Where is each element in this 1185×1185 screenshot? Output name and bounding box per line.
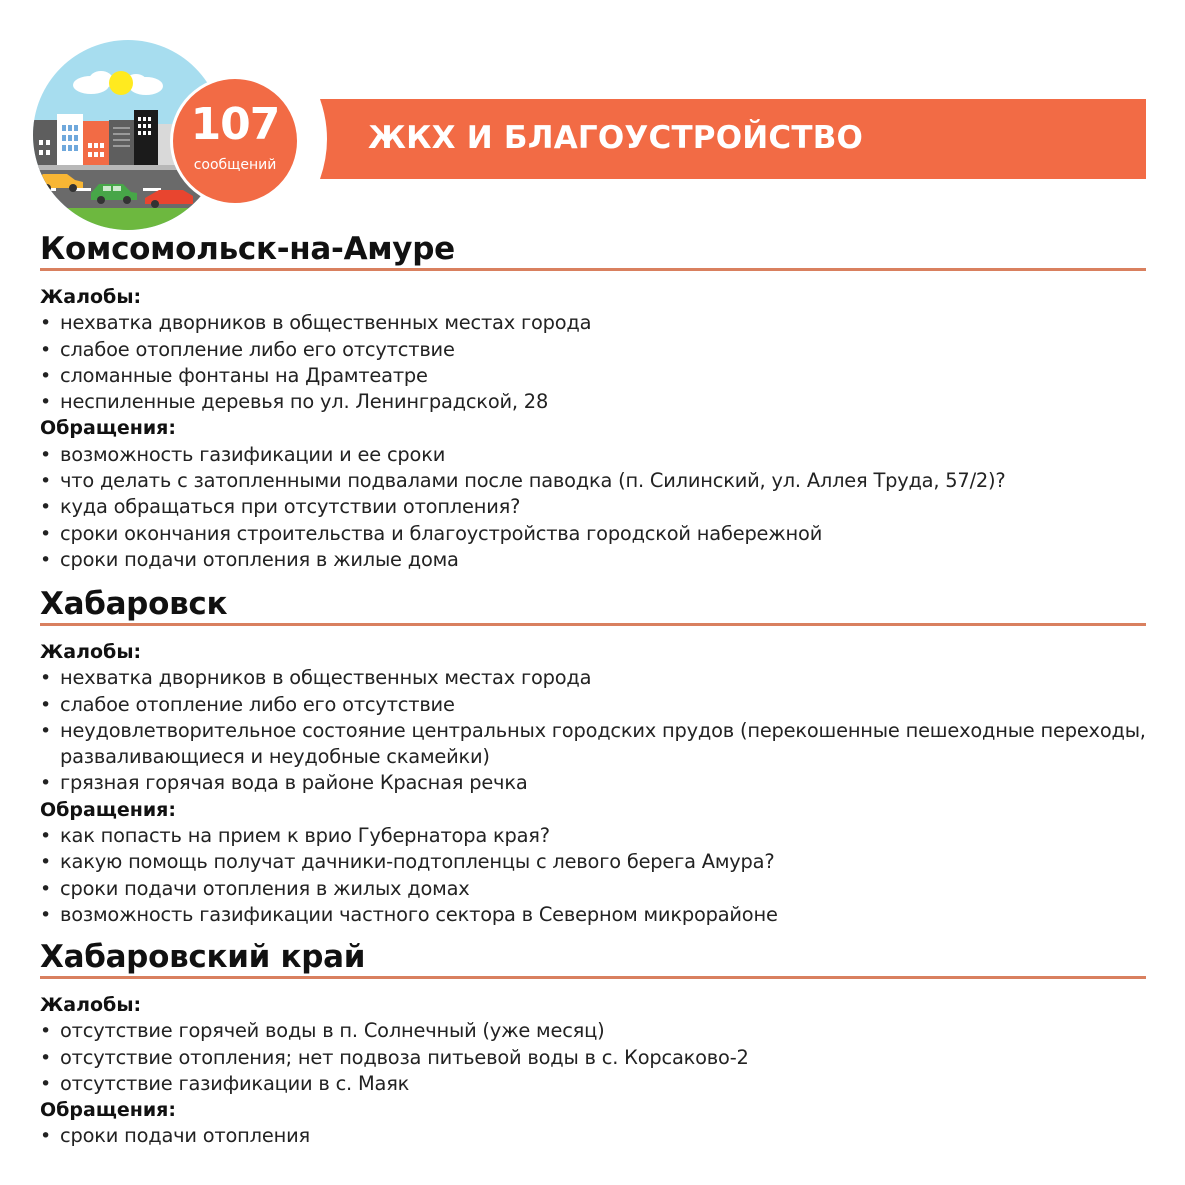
header	[0, 0, 1185, 235]
list-item-text: сроки подачи отопления в жилых домах	[60, 876, 470, 900]
list-item	[40, 363, 1146, 389]
bullet-icon: •	[40, 825, 52, 848]
list-item	[40, 468, 1146, 494]
list-item-text: сломанные фонтаны на Драмтеатре	[60, 363, 428, 387]
bullet-icon: •	[40, 364, 52, 387]
complaints-label: Жалобы:	[40, 641, 142, 663]
complaints-group	[40, 639, 1146, 797]
category-banner	[320, 99, 1146, 179]
list-item-text: неспиленные деревья по ул. Ленинградской, 28	[60, 390, 549, 414]
list-item-text: нехватка дворников в общественных местах города	[60, 311, 592, 335]
list-item-text: отсутствие отопления; нет подвоза питьевой воды в с. Корсаково-2	[60, 1045, 749, 1069]
bullet-icon: •	[40, 548, 52, 571]
bullet-icon: •	[40, 1020, 52, 1043]
requests-group	[40, 415, 1146, 573]
list-item-text: возможность газификации частного сектора в Северном микрорайоне	[60, 902, 778, 926]
requests-group	[40, 1097, 1146, 1150]
section-komsomolsk	[40, 230, 1146, 573]
list-item-text: сроки окончания строительства и благоустройства городской набережной	[60, 521, 823, 545]
bullet-icon: •	[40, 1072, 52, 1095]
list-item-text: слабое отопление либо его отсутствие	[60, 337, 455, 361]
bullet-icon: •	[40, 470, 52, 493]
list-item	[40, 521, 1146, 547]
bullet-icon: •	[40, 443, 52, 466]
list-item	[40, 1045, 1146, 1071]
requests-label: Обращения:	[40, 798, 176, 821]
list-item-text: сроки подачи отопления	[60, 1124, 310, 1148]
list-item-text: как попасть на прием к врио Губернатора края?	[60, 824, 550, 848]
list-item-text: какую помощь получат дачники-подтопленцы с левого берега Амура?	[60, 850, 775, 874]
complaints-group	[40, 284, 1146, 415]
list-item	[40, 876, 1146, 902]
section-khabarovsk-krai	[40, 938, 1146, 1150]
list-item	[40, 389, 1146, 415]
bullet-icon: •	[40, 1125, 52, 1148]
complaints-group	[40, 992, 1146, 1097]
list-item-text: неудовлетворительное состояние центральных городских прудов (перекошенные пешеходные переходы, разваливающиеся и неудобные скамейки)	[60, 718, 1146, 769]
section-title: Комсомольск-на-Амуре	[40, 231, 455, 267]
list-item-text: сроки подачи отопления в жилые дома	[60, 547, 459, 571]
list-item	[40, 665, 1146, 691]
bullet-icon: •	[40, 391, 52, 414]
list-item	[40, 1018, 1146, 1044]
list-item	[40, 718, 1146, 771]
list-item	[40, 1071, 1146, 1097]
list-item-text: возможность газификации и ее сроки	[60, 442, 446, 466]
bullet-icon: •	[40, 693, 52, 716]
list-item-text: что делать с затопленными подвалами после паводка (п. Силинский, ул. Аллея Труда, 57/2)?	[60, 469, 1006, 493]
list-item	[40, 823, 1146, 849]
section-title: Хабаровск	[40, 586, 228, 622]
message-count-badge	[170, 76, 300, 206]
requests-group	[40, 797, 1146, 928]
list-item-text: слабое отопление либо его отсутствие	[60, 692, 455, 716]
bullet-icon: •	[40, 772, 52, 795]
bullet-icon: •	[40, 877, 52, 900]
bullet-icon: •	[40, 522, 52, 545]
list-item-text: нехватка дворников в общественных местах города	[60, 666, 592, 690]
requests-label: Обращения:	[40, 417, 176, 440]
bullet-icon: •	[40, 851, 52, 874]
section-title: Хабаровский край	[40, 939, 366, 975]
bullet-icon: •	[40, 719, 52, 742]
list-item	[40, 692, 1146, 718]
bullet-icon: •	[40, 1046, 52, 1069]
message-count: 107	[190, 99, 280, 150]
list-item	[40, 494, 1146, 520]
message-count-label: сообщений	[193, 157, 277, 173]
bullet-icon: •	[40, 496, 52, 519]
bullet-icon: •	[40, 338, 52, 361]
list-item-text: отсутствие горячей воды в п. Солнечный (уже месяц)	[60, 1019, 605, 1043]
bullet-icon: •	[40, 903, 52, 926]
bullet-icon: •	[40, 667, 52, 690]
list-item	[40, 310, 1146, 336]
list-item	[40, 1123, 1146, 1149]
list-item	[40, 849, 1146, 875]
list-item	[40, 547, 1146, 573]
list-item-text: грязная горячая вода в районе Красная речка	[60, 771, 528, 795]
requests-label: Обращения:	[40, 1099, 176, 1122]
list-item	[40, 902, 1146, 928]
list-item	[40, 770, 1146, 796]
section-khabarovsk	[40, 585, 1146, 928]
complaints-label: Жалобы:	[40, 286, 142, 308]
banner-title: ЖКХ И БЛАГОУСТРОЙСТВО	[368, 120, 864, 156]
list-item-text: куда обращаться при отсутствии отопления?	[60, 495, 521, 519]
complaints-label: Жалобы:	[40, 994, 142, 1016]
list-item	[40, 337, 1146, 363]
list-item-text: отсутствие газификации в с. Маяк	[60, 1071, 410, 1095]
list-item	[40, 442, 1146, 468]
bullet-icon: •	[40, 312, 52, 335]
